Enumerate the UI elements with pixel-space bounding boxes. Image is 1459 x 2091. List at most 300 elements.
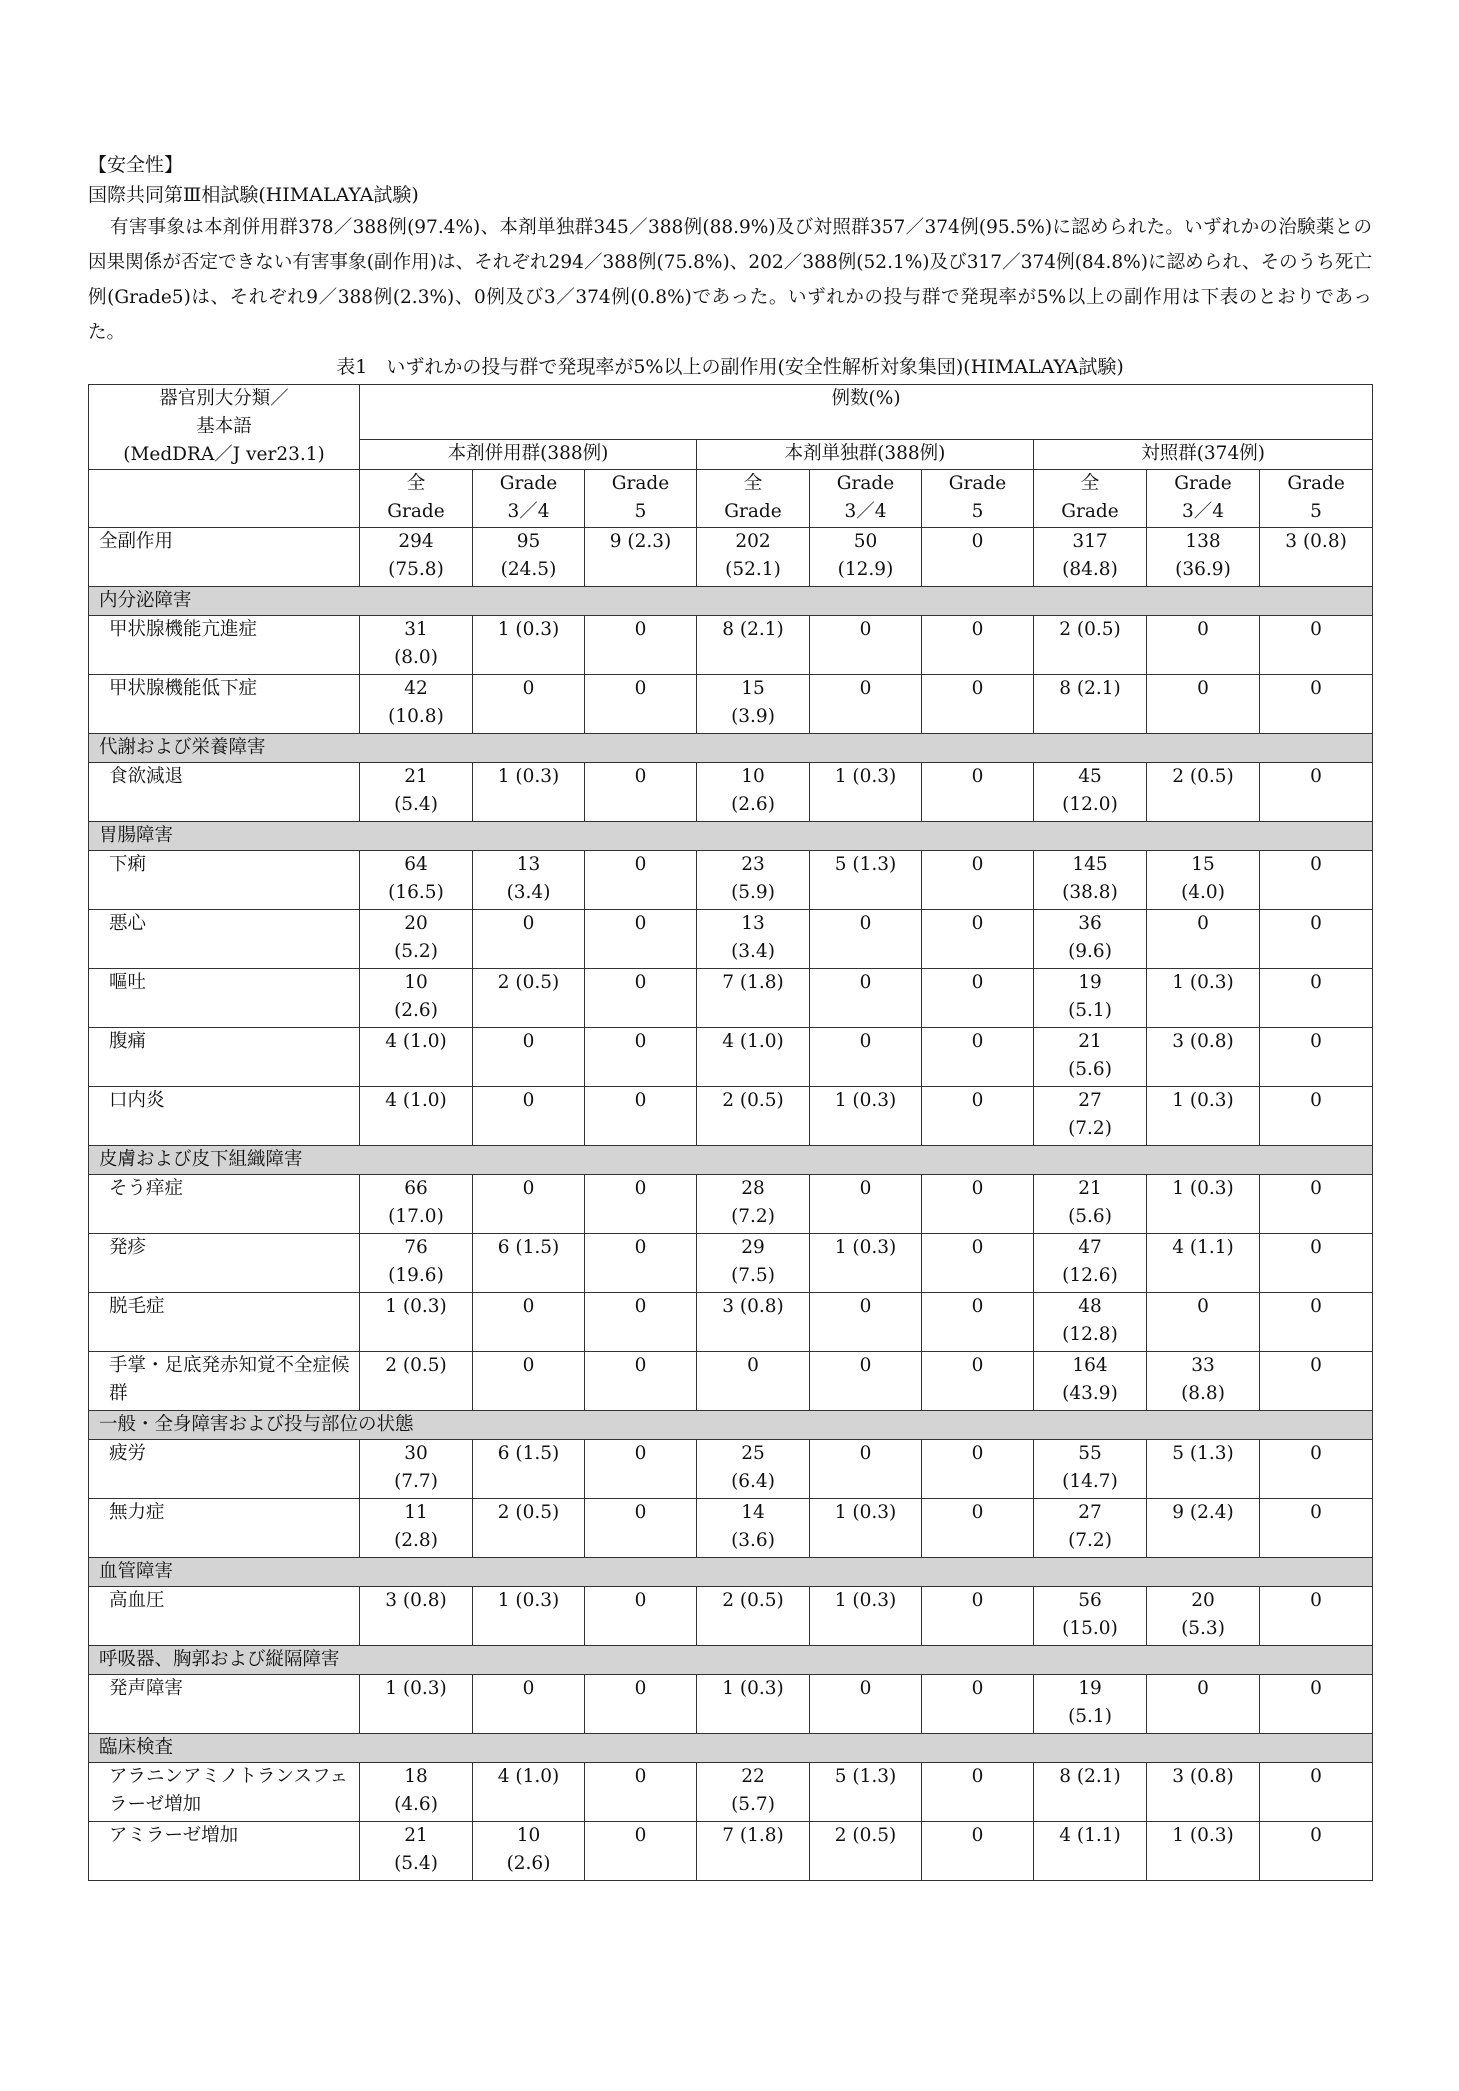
table-row xyxy=(89,1822,1373,1881)
value-line: 0 xyxy=(1310,766,1322,787)
value-cell xyxy=(1147,1175,1260,1234)
value-cell xyxy=(1147,616,1260,675)
value-cell xyxy=(1260,675,1373,734)
value-cell xyxy=(1147,1293,1260,1352)
soc-header-line-1: 器官別大分類／ xyxy=(159,388,289,409)
value-cell xyxy=(360,1234,473,1293)
value-cell xyxy=(360,1822,473,1881)
term-cell: 腹痛 xyxy=(89,1028,360,1087)
value-line: 95 xyxy=(516,531,541,552)
value-cell xyxy=(473,528,585,587)
value-line: 0 xyxy=(634,854,647,875)
value-line: 3 (0.8) xyxy=(1172,1031,1234,1052)
table-row xyxy=(89,1675,1373,1734)
value-cell xyxy=(697,1440,810,1499)
value-cell xyxy=(922,528,1034,587)
value-cell xyxy=(1260,1440,1373,1499)
value-cell xyxy=(585,1587,697,1646)
value-cell xyxy=(360,1352,473,1411)
table-row xyxy=(89,1499,1373,1558)
table-row xyxy=(89,1175,1373,1234)
value-line: 0 xyxy=(522,1296,535,1317)
value-line: 0 xyxy=(634,913,647,934)
value-cell xyxy=(810,1675,922,1734)
table-row xyxy=(89,1028,1373,1087)
value-cell xyxy=(1260,1175,1373,1234)
value-cell xyxy=(1147,1587,1260,1646)
value-cell xyxy=(810,616,922,675)
term-cell: 甲状腺機能低下症 xyxy=(89,675,360,734)
category-row xyxy=(89,587,1373,616)
value-cell xyxy=(473,1587,585,1646)
value-cell xyxy=(360,763,473,822)
value-cell xyxy=(922,1028,1034,1087)
value-line: 0 xyxy=(971,1502,984,1523)
value-line: 2 (0.5) xyxy=(722,1090,784,1111)
value-line: 0 xyxy=(634,1443,647,1464)
value-line: 0 xyxy=(971,766,984,787)
value-line: 0 xyxy=(1197,619,1209,640)
grade-header-line: Grade xyxy=(1061,501,1119,522)
value-line: 0 xyxy=(634,1090,647,1111)
value-cell xyxy=(360,1293,473,1352)
value-line: 19 xyxy=(1078,1678,1102,1699)
table-row xyxy=(89,1440,1373,1499)
value-cell xyxy=(810,763,922,822)
value-line: 0 xyxy=(859,1296,872,1317)
value-cell xyxy=(1260,763,1373,822)
value-line: 0 xyxy=(634,1296,647,1317)
value-cell xyxy=(810,1499,922,1558)
value-cell xyxy=(697,1293,810,1352)
value-line: 76 xyxy=(404,1237,428,1258)
value-cell xyxy=(1260,1763,1373,1822)
value-line: (17.0) xyxy=(388,1206,444,1227)
value-line: 0 xyxy=(1310,1443,1322,1464)
value-line: 1 (0.3) xyxy=(834,1502,897,1523)
value-line: 0 xyxy=(1310,1502,1322,1523)
value-cell xyxy=(1034,851,1147,910)
value-line: 11 xyxy=(404,1502,428,1523)
value-cell xyxy=(473,851,585,910)
value-cell xyxy=(810,675,922,734)
value-cell xyxy=(585,1234,697,1293)
value-cell xyxy=(1260,1587,1373,1646)
value-line: 0 xyxy=(971,1090,984,1111)
value-line: 4 (1.0) xyxy=(385,1090,447,1111)
value-cell xyxy=(1147,969,1260,1028)
value-line: 0 xyxy=(634,1590,647,1611)
value-line: 7 (1.8) xyxy=(722,972,784,993)
grade-header-line: 全 xyxy=(743,473,763,494)
value-cell xyxy=(473,616,585,675)
value-line: 0 xyxy=(971,1825,984,1846)
value-cell xyxy=(1147,1440,1260,1499)
value-line: (12.8) xyxy=(1062,1324,1118,1345)
value-cell xyxy=(1034,1675,1147,1734)
value-cell xyxy=(697,851,810,910)
value-cell xyxy=(360,1763,473,1822)
value-line: (7.7) xyxy=(394,1471,438,1492)
value-line: 0 xyxy=(971,1443,984,1464)
value-line: 294 xyxy=(398,531,434,552)
value-line: 8 (2.1) xyxy=(1059,678,1121,699)
grade-header-line: 3／4 xyxy=(844,501,887,522)
value-line: (3.6) xyxy=(731,1530,775,1551)
value-line: (5.3) xyxy=(1181,1618,1225,1639)
value-cell xyxy=(1147,1352,1260,1411)
value-line: 0 xyxy=(971,1355,984,1376)
value-line: 0 xyxy=(1197,678,1209,699)
value-line: (16.5) xyxy=(388,882,444,903)
value-line: 0 xyxy=(859,1678,872,1699)
value-line: 0 xyxy=(859,619,872,640)
value-cell xyxy=(1034,675,1147,734)
value-cell xyxy=(1147,1822,1260,1881)
value-cell xyxy=(922,910,1034,969)
value-line: 0 xyxy=(747,1355,759,1376)
value-line: (5.1) xyxy=(1068,1000,1112,1021)
value-cell xyxy=(1147,1763,1260,1822)
table-row xyxy=(89,1352,1373,1411)
section-heading: 【安全性】 xyxy=(88,154,184,176)
value-cell xyxy=(585,528,697,587)
term-cell: 脱毛症 xyxy=(89,1293,360,1352)
value-cell xyxy=(697,1499,810,1558)
value-cell xyxy=(1260,528,1373,587)
value-cell xyxy=(697,910,810,969)
value-line: 0 xyxy=(971,1678,984,1699)
value-cell xyxy=(697,763,810,822)
value-cell xyxy=(1260,1087,1373,1146)
value-line: 13 xyxy=(516,854,541,875)
value-cell xyxy=(473,1440,585,1499)
value-cell xyxy=(473,1028,585,1087)
value-cell xyxy=(585,1822,697,1881)
value-cell xyxy=(1147,1087,1260,1146)
value-line: (7.2) xyxy=(1068,1118,1112,1139)
value-line: 2 (0.5) xyxy=(385,1355,447,1376)
value-line: 0 xyxy=(634,1237,647,1258)
grade-header-line: Grade xyxy=(387,501,445,522)
term-cell: アラニンアミノトランスフェラーゼ増加 xyxy=(89,1763,360,1822)
value-cell xyxy=(1147,1499,1260,1558)
value-cell xyxy=(1034,910,1147,969)
value-line: 36 xyxy=(1078,913,1102,934)
value-cell xyxy=(922,1675,1034,1734)
term-cell: そう痒症 xyxy=(89,1175,360,1234)
value-cell xyxy=(1034,1587,1147,1646)
value-line: 0 xyxy=(1310,1237,1322,1258)
value-line: (2.6) xyxy=(506,1853,551,1874)
value-cell xyxy=(473,1499,585,1558)
value-cell xyxy=(922,1087,1034,1146)
value-line: 5 (1.3) xyxy=(834,854,897,875)
value-cell xyxy=(360,969,473,1028)
value-cell xyxy=(922,1175,1034,1234)
value-line: 202 xyxy=(735,531,771,552)
value-cell xyxy=(1260,1675,1373,1734)
value-cell xyxy=(585,616,697,675)
category-row xyxy=(89,822,1373,851)
value-line: 1 (0.3) xyxy=(1172,1825,1234,1846)
value-cell xyxy=(810,1352,922,1411)
value-line: 0 xyxy=(971,1178,984,1199)
value-line: 33 xyxy=(1191,1355,1215,1376)
value-cell xyxy=(360,1087,473,1146)
value-cell xyxy=(473,1822,585,1881)
value-cell xyxy=(473,910,585,969)
value-line: 19 xyxy=(1078,972,1102,993)
value-cell xyxy=(1260,851,1373,910)
value-cell xyxy=(810,1763,922,1822)
table-row xyxy=(89,1763,1373,1822)
value-cell xyxy=(585,1763,697,1822)
table-row xyxy=(89,969,1373,1028)
value-line: 0 xyxy=(1310,619,1322,640)
value-cell xyxy=(1034,616,1147,675)
table-row xyxy=(89,1587,1373,1646)
category-label: 一般・全身障害および投与部位の状態 xyxy=(89,1411,1373,1440)
value-cell xyxy=(922,1352,1034,1411)
value-line: 1 (0.3) xyxy=(834,1237,897,1258)
value-line: 21 xyxy=(1078,1031,1102,1052)
value-line: (3.4) xyxy=(506,882,551,903)
value-cell xyxy=(360,1440,473,1499)
value-line: 2 (0.5) xyxy=(834,1825,897,1846)
value-line: (2.6) xyxy=(394,1000,438,1021)
value-line: 28 xyxy=(741,1178,765,1199)
grade-header-line: 5 xyxy=(971,501,984,522)
value-cell xyxy=(1034,1440,1147,1499)
value-cell xyxy=(585,1028,697,1087)
value-cell xyxy=(1260,969,1373,1028)
value-cell xyxy=(473,1087,585,1146)
value-line: 0 xyxy=(1310,1296,1322,1317)
value-line: 1 (0.3) xyxy=(834,1090,897,1111)
soc-header-line-2: 基本語 xyxy=(196,416,252,437)
grade-header-line: Grade xyxy=(611,473,670,494)
value-line: 47 xyxy=(1078,1237,1102,1258)
value-cell xyxy=(360,1175,473,1234)
category-label: 内分泌障害 xyxy=(89,587,1373,616)
value-line: 0 xyxy=(971,531,984,552)
value-cell xyxy=(473,1352,585,1411)
value-line: (84.8) xyxy=(1062,559,1118,580)
value-cell xyxy=(810,528,922,587)
value-line: 0 xyxy=(971,854,984,875)
grade-header-cell xyxy=(810,470,922,528)
value-cell xyxy=(1034,1293,1147,1352)
value-line: 0 xyxy=(971,678,984,699)
value-line: 0 xyxy=(634,1766,647,1787)
value-line: 3 (0.8) xyxy=(385,1590,447,1611)
value-cell xyxy=(1147,1028,1260,1087)
grade-header-cell xyxy=(1260,470,1373,528)
value-cell xyxy=(810,910,922,969)
value-cell xyxy=(585,1175,697,1234)
value-line: 0 xyxy=(971,1296,984,1317)
value-cell xyxy=(1260,1234,1373,1293)
table-row xyxy=(89,1234,1373,1293)
value-cell xyxy=(1034,763,1147,822)
value-cell xyxy=(922,851,1034,910)
value-line: 5 (1.3) xyxy=(1172,1443,1234,1464)
value-line: 64 xyxy=(404,854,428,875)
value-line: (52.1) xyxy=(725,559,781,580)
value-cell xyxy=(360,616,473,675)
value-cell xyxy=(1260,1352,1373,1411)
value-line: (5.9) xyxy=(731,882,775,903)
value-cell xyxy=(585,1499,697,1558)
grade-header-line: Grade xyxy=(1174,473,1232,494)
table-row xyxy=(89,675,1373,734)
value-line: (75.8) xyxy=(388,559,444,580)
value-cell xyxy=(1147,1234,1260,1293)
value-cell xyxy=(1034,969,1147,1028)
category-label: 呼吸器、胸郭および縦隔障害 xyxy=(89,1646,1373,1675)
category-row xyxy=(89,1558,1373,1587)
value-cell xyxy=(1034,1234,1147,1293)
value-cell xyxy=(697,1822,810,1881)
value-line: 1 (0.3) xyxy=(1172,972,1234,993)
value-line: 0 xyxy=(859,913,872,934)
value-cell xyxy=(1260,1293,1373,1352)
value-cell xyxy=(810,1293,922,1352)
table-row xyxy=(89,851,1373,910)
grade-header-line: Grade xyxy=(836,473,895,494)
grade-header-line: 5 xyxy=(634,501,647,522)
value-line: 2 (0.5) xyxy=(1059,619,1121,640)
grade-header-line: 3／4 xyxy=(507,501,550,522)
value-line: 10 xyxy=(516,1825,541,1846)
value-line: 15 xyxy=(741,678,765,699)
grade-header-cell xyxy=(473,470,585,528)
value-line: 0 xyxy=(634,1178,647,1199)
term-cell: 疲労 xyxy=(89,1440,360,1499)
value-line: 25 xyxy=(741,1443,765,1464)
value-line: 7 (1.8) xyxy=(722,1825,784,1846)
value-cell xyxy=(585,910,697,969)
value-cell xyxy=(810,1587,922,1646)
value-cell xyxy=(585,1440,697,1499)
value-line: (8.8) xyxy=(1181,1383,1225,1404)
value-line: 138 xyxy=(1185,531,1221,552)
value-line: 20 xyxy=(1191,1590,1215,1611)
group-header-monotherapy: 本剤単独群(388例) xyxy=(697,439,1034,469)
value-line: 6 (1.5) xyxy=(497,1443,560,1464)
value-cell xyxy=(810,851,922,910)
value-line: 29 xyxy=(741,1237,765,1258)
value-line: 21 xyxy=(404,766,428,787)
value-cell xyxy=(360,1675,473,1734)
value-cell xyxy=(810,1234,922,1293)
value-cell xyxy=(810,969,922,1028)
table-row xyxy=(89,910,1373,969)
value-line: 0 xyxy=(522,1090,535,1111)
value-cell xyxy=(360,1587,473,1646)
value-line: 1 (0.3) xyxy=(385,1296,447,1317)
value-cell xyxy=(1147,675,1260,734)
value-cell xyxy=(360,851,473,910)
group-header-combination: 本剤併用群(388例) xyxy=(360,439,697,469)
value-line: 2 (0.5) xyxy=(722,1590,784,1611)
value-line: 3 (0.8) xyxy=(722,1296,784,1317)
value-cell xyxy=(1260,616,1373,675)
value-line: 27 xyxy=(1078,1090,1102,1111)
value-cell xyxy=(697,1352,810,1411)
value-cell xyxy=(585,1293,697,1352)
value-line: 1 (0.3) xyxy=(385,1678,447,1699)
table-row xyxy=(89,1087,1373,1146)
table-body xyxy=(89,385,1373,1881)
value-cell xyxy=(1147,851,1260,910)
value-cell xyxy=(922,969,1034,1028)
value-cell xyxy=(1034,1352,1147,1411)
value-cell xyxy=(1260,1028,1373,1087)
term-cell: 嘔吐 xyxy=(89,969,360,1028)
value-line: 10 xyxy=(404,972,428,993)
category-row xyxy=(89,1146,1373,1175)
value-cell xyxy=(1034,1028,1147,1087)
term-cell: 食欲減退 xyxy=(89,763,360,822)
value-cell xyxy=(1034,1087,1147,1146)
value-cell xyxy=(697,969,810,1028)
value-line: 0 xyxy=(859,972,872,993)
document-page xyxy=(88,150,1372,1881)
value-cell xyxy=(697,1028,810,1087)
value-line: 0 xyxy=(971,1590,984,1611)
category-row xyxy=(89,1646,1373,1675)
value-line: 15 xyxy=(1191,854,1215,875)
value-line: 56 xyxy=(1078,1590,1102,1611)
value-line: 4 (1.1) xyxy=(1059,1825,1121,1846)
value-cell xyxy=(922,1763,1034,1822)
value-line: 10 xyxy=(741,766,765,787)
value-line: 0 xyxy=(1310,1590,1322,1611)
value-line: 0 xyxy=(634,619,647,640)
value-line: 9 (2.3) xyxy=(609,531,672,552)
value-line: 0 xyxy=(859,1355,872,1376)
value-line: (19.6) xyxy=(388,1265,444,1286)
value-line: 13 xyxy=(741,913,765,934)
value-cell xyxy=(697,1234,810,1293)
value-line: 50 xyxy=(853,531,878,552)
value-line: 14 xyxy=(741,1502,765,1523)
value-cell xyxy=(585,851,697,910)
value-line: 21 xyxy=(1078,1178,1102,1199)
value-line: (4.6) xyxy=(394,1794,438,1815)
grade-header-cell xyxy=(1147,470,1260,528)
value-line: 0 xyxy=(1310,678,1322,699)
value-line: 0 xyxy=(1310,1031,1322,1052)
value-line: 0 xyxy=(1310,913,1322,934)
term-cell: 無力症 xyxy=(89,1499,360,1558)
table-caption: 表1 いずれかの投与群で発現率が5%以上の副作用(安全性解析対象集団)(HIMALAYA試験) xyxy=(336,356,1124,378)
grade-header-line: Grade xyxy=(499,473,558,494)
value-cell xyxy=(810,1175,922,1234)
value-cell xyxy=(697,675,810,734)
value-line: (12.0) xyxy=(1062,794,1118,815)
value-line: 45 xyxy=(1078,766,1102,787)
value-line: 0 xyxy=(634,972,647,993)
value-cell xyxy=(473,1293,585,1352)
value-line: 55 xyxy=(1078,1443,1102,1464)
value-cell xyxy=(1147,910,1260,969)
value-line: (5.2) xyxy=(394,941,438,962)
value-cell xyxy=(360,528,473,587)
value-cell xyxy=(922,1822,1034,1881)
